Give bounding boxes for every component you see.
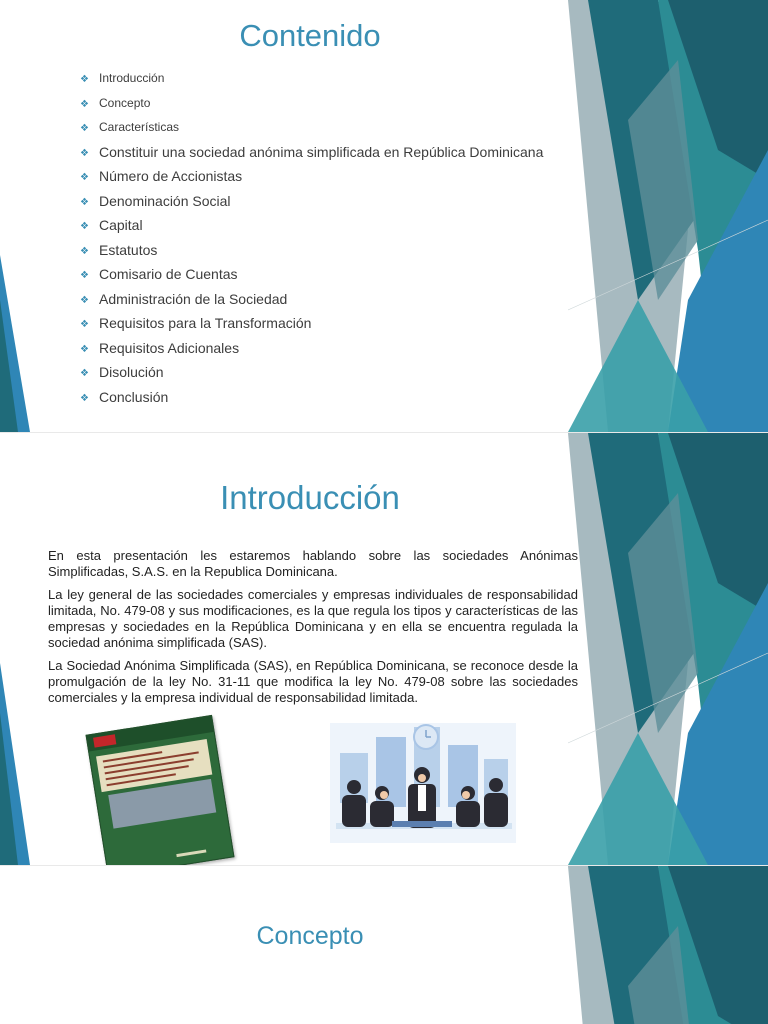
slide-concepto bbox=[0, 866, 768, 1024]
list-item: ❖ Requisitos Adicionales bbox=[80, 338, 543, 363]
list-item: ❖ Introducción bbox=[80, 68, 543, 93]
business-meeting-illustration-icon bbox=[330, 723, 516, 843]
slide-contenido bbox=[0, 0, 768, 432]
paragraph: En esta presentación les estaremos hablando sobre las sociedades Anónimas Simplificadas, S.A.S. en la Republica Dominicana. bbox=[48, 548, 578, 579]
diamond-bullet-icon: ❖ bbox=[80, 123, 89, 134]
list-item: ❖ Comisario de Cuentas bbox=[80, 264, 543, 289]
diamond-bullet-icon: ❖ bbox=[80, 172, 89, 183]
list-item: ❖ Capital bbox=[80, 215, 543, 240]
slide-title: Introducción bbox=[220, 479, 400, 516]
slide-title: Concepto bbox=[256, 922, 364, 950]
list-item: ❖ Número de Accionistas bbox=[80, 166, 543, 191]
diamond-bullet-icon: ❖ bbox=[80, 343, 89, 355]
list-item: ❖ Denominación Social bbox=[80, 191, 543, 216]
left-edge-decoration bbox=[0, 0, 30, 432]
list-item: ❖ Características bbox=[80, 117, 543, 142]
paragraph: La ley general de las sociedades comerciales y empresas individuales de responsabilidad limitada, No. 479-08 y sus modificaciones, es la que regula los tipos y características de las empresas y sociedades en la República Dominicana y en ella se encuentra regulada la sociedad anónima simplificada (SAS). bbox=[48, 587, 578, 650]
list-item: ❖ Concepto bbox=[80, 93, 543, 118]
diamond-bullet-icon: ❖ bbox=[80, 221, 89, 232]
list-item: ❖ Conclusión bbox=[80, 387, 543, 412]
slide-introduccion bbox=[0, 433, 768, 865]
paragraph: La Sociedad Anónima Simplificada (SAS), en República Dominicana, se reconoce desde la promulgación de la ley No. 31-11 que modifica la ley No. 479-08 sobre las sociedades comerciales y la empresa individual de responsabilidad limitada. bbox=[48, 658, 578, 705]
list-item: ❖ Constituir una sociedad anónima simplificada en República Dominicana bbox=[80, 142, 543, 167]
list-item: ❖ Estatutos bbox=[80, 240, 543, 265]
list-item: ❖ Requisitos para la Transformación bbox=[80, 313, 543, 338]
right-geometric-decoration bbox=[568, 0, 768, 432]
slide-title: Contenido bbox=[239, 18, 381, 53]
diamond-bullet-icon: ❖ bbox=[80, 319, 89, 330]
intro-body bbox=[48, 548, 578, 713]
diamond-bullet-icon: ❖ bbox=[80, 147, 89, 159]
law-book-cover-icon bbox=[86, 715, 235, 865]
diamond-bullet-icon: ❖ bbox=[80, 74, 89, 85]
list-item: ❖ Disolución bbox=[80, 362, 543, 387]
table-of-contents bbox=[80, 68, 543, 411]
diamond-bullet-icon: ❖ bbox=[80, 98, 89, 110]
diamond-bullet-icon: ❖ bbox=[80, 245, 89, 257]
diamond-bullet-icon: ❖ bbox=[80, 270, 89, 281]
diamond-bullet-icon: ❖ bbox=[80, 294, 89, 306]
list-item: ❖ Administración de la Sociedad bbox=[80, 289, 543, 314]
diamond-bullet-icon: ❖ bbox=[80, 392, 89, 404]
diamond-bullet-icon: ❖ bbox=[80, 368, 89, 379]
diamond-bullet-icon: ❖ bbox=[80, 196, 89, 208]
